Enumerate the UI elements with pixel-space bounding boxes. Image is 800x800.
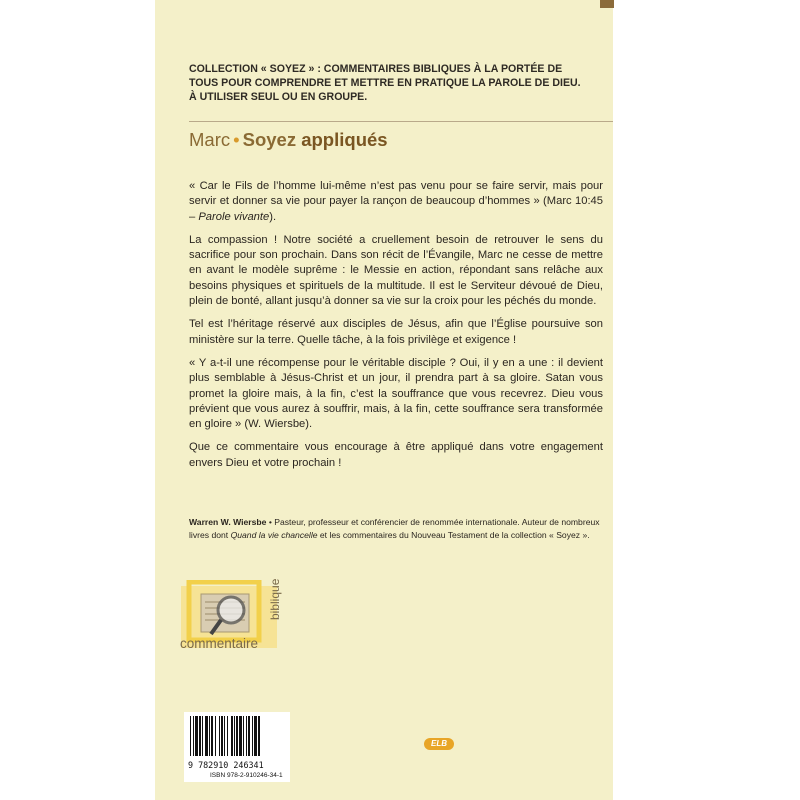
book-title xyxy=(189,129,388,151)
title-soyez: Soyez xyxy=(242,129,297,150)
author-book-title: Quand la vie chancelle xyxy=(230,529,318,540)
blurb-paragraph-4: « Y a-t-il une récompense pour le véritable disciple ? Oui, il y en a une : il devient plus semblable à Jésus-Christ et un jour, il prendra part à sa gloire. Satan vous promet la gloire mais, à la fin, c’est la souffrance que vous recevrez. Dieu vous prévient que vous aurez à souffrir, mais, à la fin, cette souffrance sera transformée en gloire » (W. Wiersbe). xyxy=(189,356,603,431)
blurb-paragraph-5: Que ce commentaire vous encourage à être appliqué dans votre engagement envers Dieu et votre prochain ! xyxy=(189,441,603,469)
collection-statement xyxy=(189,62,601,104)
collection-line-1: COLLECTION « SOYEZ » : COMMENTAIRES BIBLIQUES À LA PORTÉE DE xyxy=(189,63,563,75)
corner-tab xyxy=(600,0,614,8)
barcode-bars xyxy=(184,712,290,758)
divider xyxy=(189,121,613,122)
title-subtitle: appliqués xyxy=(301,129,388,150)
publisher-logo: ELB xyxy=(424,738,454,750)
blurb-paragraph-2: La compassion ! Notre société a cruellement besoin de retrouver le sens du sacrifice pour son prochain. Dans son récit de l’Évangile, Marc ne cesse de mettre en avant le modèle suprême : le Messie en action, répondant sans relâche aux besoins physiques et spirituels de la multitude. Il est le Serviteur dévoué de Dieu, plein de bonté, allant jusqu’à donner sa vie sur la croix pour les péchés du monde. xyxy=(189,233,603,308)
logo-word-commentaire: commentaire xyxy=(180,636,259,651)
collection-line-3: À UTILISER SEUL OU EN GROUPE. xyxy=(189,91,368,103)
title-book: Marc xyxy=(189,129,231,150)
title-bullet: • xyxy=(233,129,240,150)
back-cover xyxy=(155,0,613,800)
blurb-paragraph-1: « Car le Fils de l’homme lui-même n’est pas venu pour se faire servir, mais pour servir et donner sa vie pour payer la rançon de beaucoup d’hommes » (Marc 10:45 – Parole vivante). xyxy=(189,180,603,223)
author-name: Warren W. Wiersbe xyxy=(189,517,267,527)
logo-word-biblique: biblique xyxy=(268,578,282,620)
author-bio: Warren W. Wiersbe • Pasteur, professeur et conférencier de renommée internationale. Auteur de nombreux livres dont Quand la vie chancelle et les commentaires du Nouveau Testament de la collection « Soyez ». xyxy=(189,517,600,540)
blurb xyxy=(189,179,603,479)
collection-line-2: TOUS POUR COMPRENDRE ET METTRE EN PRATIQUE LA PAROLE DE DIEU. xyxy=(189,77,581,89)
isbn-number: ISBN 978-2-910246-34-1 xyxy=(210,772,283,779)
barcode-digits: 9 782910 246341 xyxy=(188,760,264,770)
blurb-paragraph-3: Tel est l’héritage réservé aux disciples de Jésus, afin que l’Église poursuive son ministère sur la terre. Quelle tâche, à la fois privilège et exigence ! xyxy=(189,318,603,346)
